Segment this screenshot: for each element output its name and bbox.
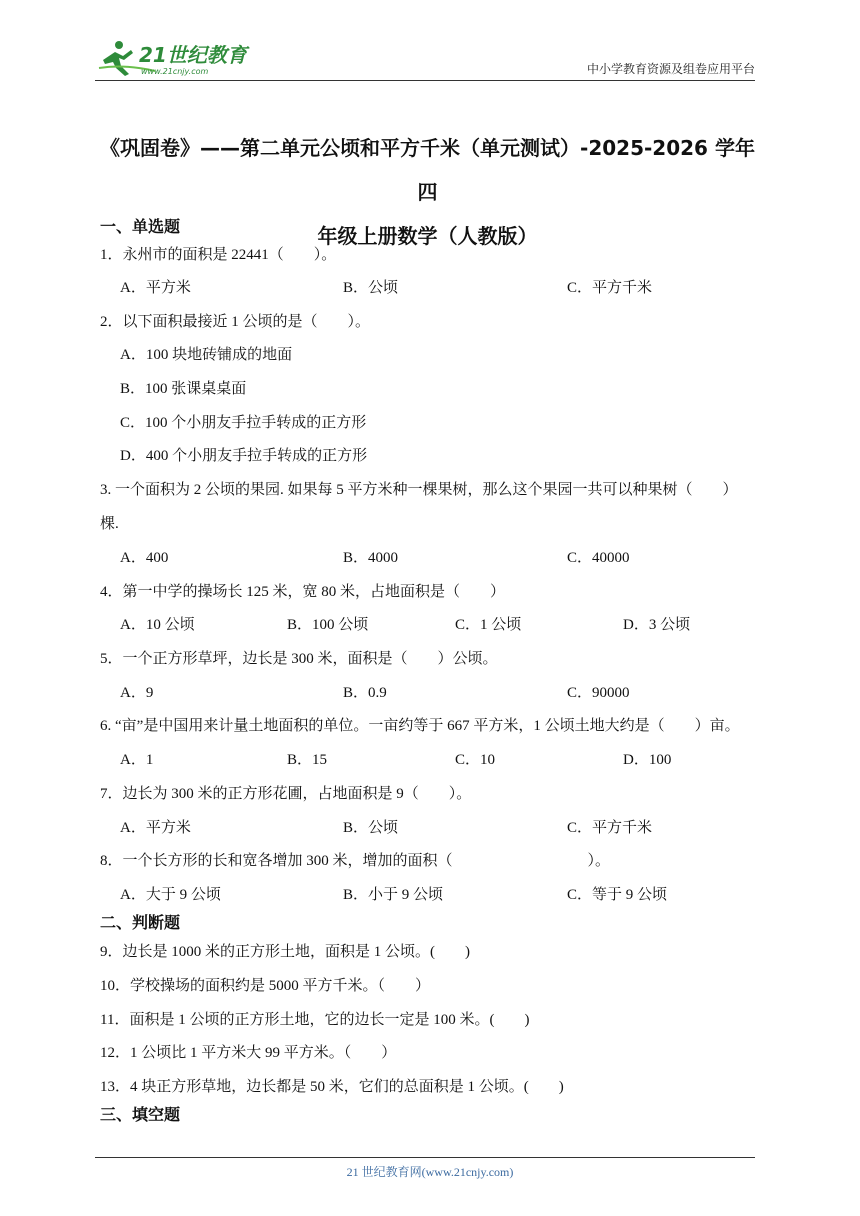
logo-url: www.21cnjy.com: [141, 67, 209, 76]
site-logo: [95, 38, 265, 78]
q4-option-d: D．3 公顷: [623, 617, 691, 633]
q2-option-b: B．100 张课桌桌面: [120, 381, 247, 397]
q3-option-b: B．4000: [343, 550, 399, 566]
section-heading-true-false: 二、判断题: [100, 913, 181, 932]
question-3-line-1: 3. 一个面积为 2 公顷的果园. 如果每 5 平方米种一棵果树，那么这个果园一共可以种果树（ ）: [100, 482, 738, 498]
question-5: 5．一个正方形草坪，边长是 300 米，面积是（ ）公顷。: [100, 651, 498, 667]
logo-wordmark: 21世纪教育: [139, 43, 247, 67]
question-3-line-2: 棵.: [100, 516, 119, 532]
question-11: 11．面积是 1 公顷的正方形土地，它的边长一定是 100 米。( ): [100, 1012, 530, 1028]
q4-option-c: C．1 公顷: [455, 617, 522, 633]
q8-option-c: C．等于 9 公顷: [567, 887, 668, 903]
q6-option-a: A．1: [120, 752, 154, 768]
header-platform-text: 中小学教育资源及组卷应用平台: [586, 62, 755, 76]
q5-option-a: A．9: [120, 685, 154, 701]
q6-option-c: C．10: [455, 752, 496, 768]
question-1: 1．永州市的面积是 22441（ ）。: [100, 247, 337, 263]
question-2: 2．以下面积最接近 1 公顷的是（ ）。: [100, 314, 371, 330]
footer-divider: [95, 1157, 755, 1158]
question-10: 10．学校操场的面积约是 5000 平方千米。（ ）: [100, 978, 431, 994]
q5-option-b: B．0.9: [343, 685, 387, 701]
question-4: 4．第一中学的操场长 125 米，宽 80 米，占地面积是（ ）: [100, 584, 506, 600]
title-line-2: 年级上册数学（人教版）: [317, 224, 538, 248]
q2-option-d: D．400 个小朋友手拉手转成的正方形: [120, 448, 368, 464]
q5-option-c: C．90000: [567, 685, 630, 701]
question-8: 8．一个长方形的长和宽各增加 300 米，增加的面积（ ）。: [100, 853, 611, 869]
section-heading-fill-blank: 三、填空题: [100, 1105, 181, 1124]
page-header: [95, 38, 755, 81]
q8-option-b: B．小于 9 公顷: [343, 887, 444, 903]
q1-option-c: C．平方千米: [567, 280, 653, 296]
section-heading-single-choice: 一、单选题: [100, 217, 181, 236]
question-12: 12．1 公顷比 1 平方米大 99 平方米。（ ）: [100, 1045, 397, 1061]
q3-option-a: A．400: [120, 550, 169, 566]
question-7: 7．边长为 300 米的正方形花圃，占地面积是 9（ ）。: [100, 786, 472, 802]
q1-option-a: A．平方米: [120, 280, 191, 296]
q2-option-c: C．100 个小朋友手拉手转成的正方形: [120, 415, 367, 431]
q2-option-a: A．100 块地砖铺成的地面: [120, 347, 293, 363]
q8-option-a: A．大于 9 公顷: [120, 887, 221, 903]
page-title: [95, 126, 760, 258]
q6-option-b: B．15: [287, 752, 328, 768]
q7-option-a: A．平方米: [120, 820, 191, 836]
footer-text: 21 世纪教育网(www.21cnjy.com): [346, 1165, 514, 1179]
q7-option-c: C．平方千米: [567, 820, 653, 836]
question-6: 6. “亩”是中国用来计量土地面积的单位。一亩约等于 667 平方米，1 公顷土地大约是（ ）亩。: [100, 718, 740, 734]
q4-option-a: A．10 公顷: [120, 617, 195, 633]
q3-option-c: C．40000: [567, 550, 630, 566]
q4-option-b: B．100 公顷: [287, 617, 369, 633]
question-9: 9．边长是 1000 米的正方形土地，面积是 1 公顷。( ): [100, 944, 470, 960]
q6-option-d: D．100: [623, 752, 672, 768]
q7-option-b: B．公顷: [343, 820, 399, 836]
title-line-1: 《巩固卷》——第二单元公顷和平方千米（单元测试）-2025-2026 学年四: [100, 136, 755, 204]
question-13: 13．4 块正方形草地，边长都是 50 米，它们的总面积是 1 公顷。( ): [100, 1079, 564, 1095]
q1-option-b: B．公顷: [343, 280, 399, 296]
